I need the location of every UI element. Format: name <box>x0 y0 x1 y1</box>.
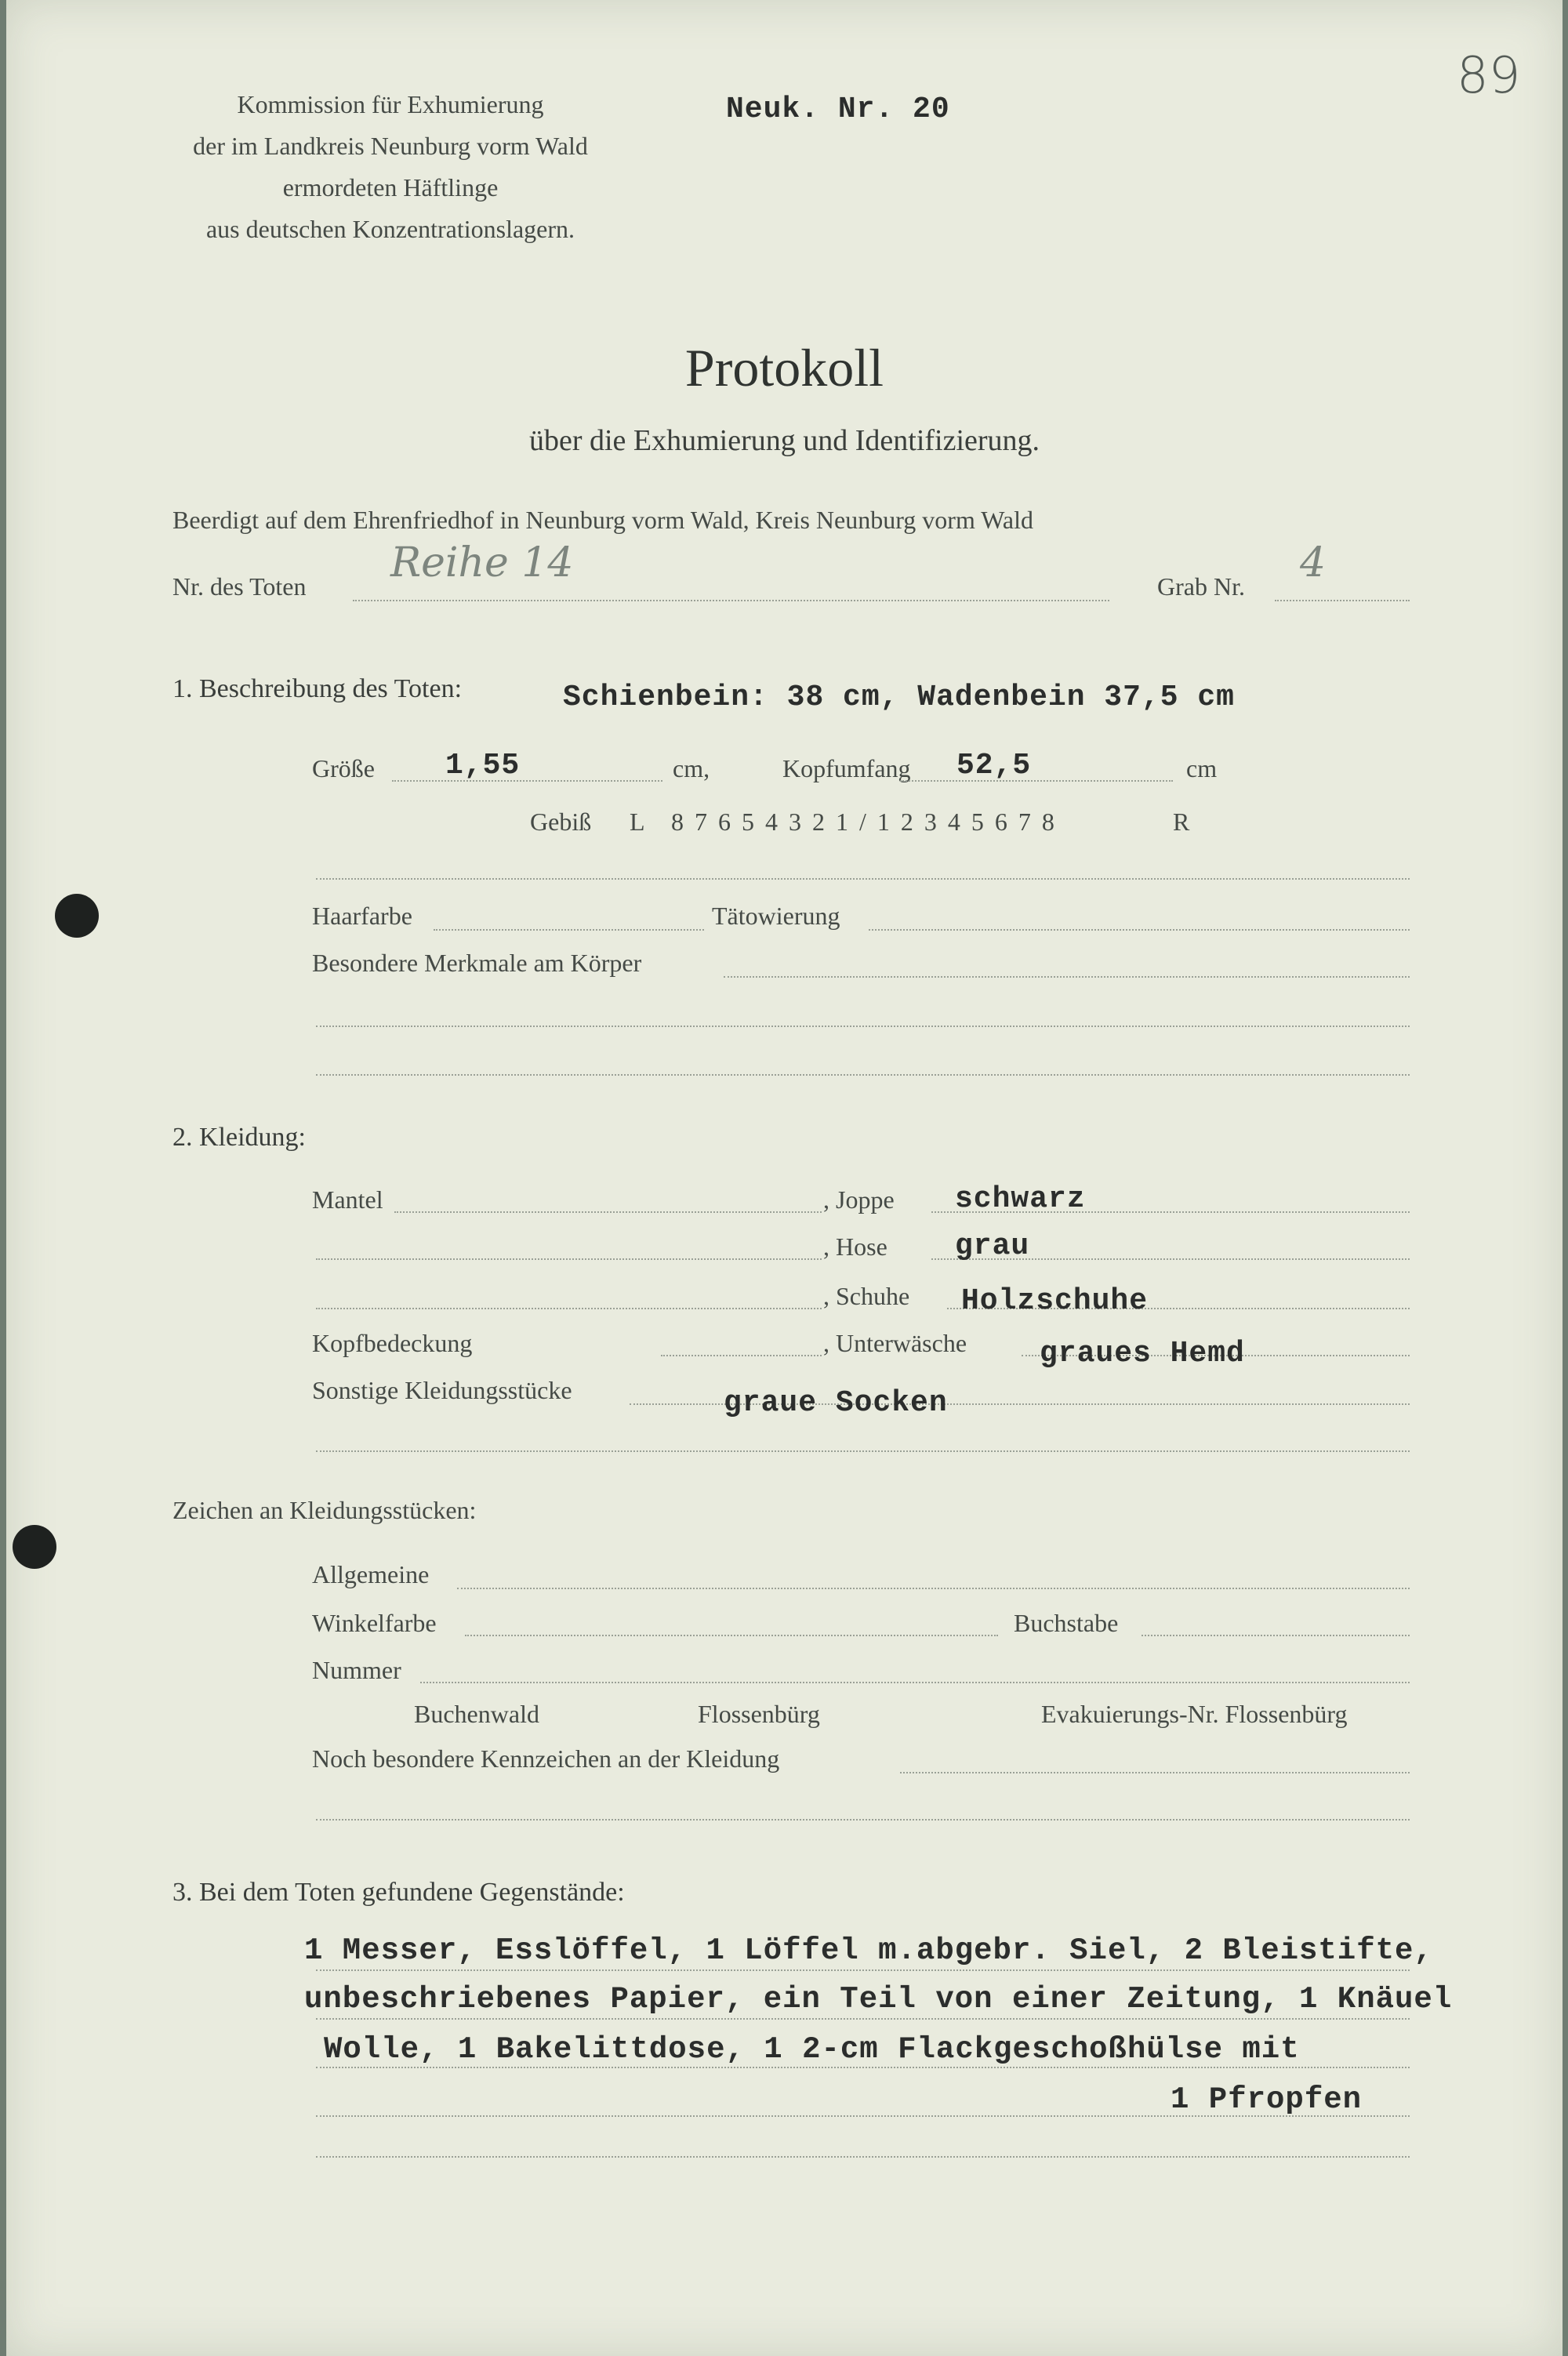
items-line-2: unbeschriebenes Papier, ein Teil von einer Zeitung, 1 Knäuel <box>304 1982 1453 2017</box>
items-line-4: 1 Pfropfen <box>1171 2082 1363 2117</box>
blank-dotted-line <box>316 1450 1410 1452</box>
mantel-dotted-line <box>394 1211 822 1213</box>
nummer-dotted-line <box>420 1682 1410 1683</box>
items-dotted-line <box>316 2067 1410 2068</box>
grab-handwritten-value: 4 <box>1300 539 1327 586</box>
blank-dotted-line <box>316 2156 1410 2158</box>
winkelfarbe-dotted-line <box>465 1635 998 1636</box>
items-line-1: 1 Messer, Esslöffel, 1 Löffel m.abgebr. Siel, 2 Bleistifte, <box>304 1933 1433 1968</box>
groesse-dotted-line <box>392 780 662 782</box>
reference-number: Neuk. Nr. 20 <box>726 93 950 126</box>
evakuierung-label: Evakuierungs-Nr. Flossenbürg <box>1041 1700 1348 1728</box>
winkelfarbe-label: Winkelfarbe <box>312 1609 437 1637</box>
haarfarbe-label: Haarfarbe <box>312 902 412 930</box>
kopfbedeckung-label: Kopfbedeckung <box>312 1329 473 1357</box>
joppe-label: , Joppe <box>823 1185 895 1214</box>
punch-hole <box>55 894 99 938</box>
commission-line-4: aus deutschen Konzentrationslagern. <box>205 215 575 243</box>
page-title: Protokoll <box>684 338 884 398</box>
buchstabe-label: Buchstabe <box>1014 1609 1119 1637</box>
cm-label-1: cm, <box>673 754 710 782</box>
items-line-3: Wolle, 1 Bakelittdose, 1 2-cm Flackgeschoßhülse mit <box>324 2032 1300 2067</box>
hose-label: , Hose <box>823 1232 887 1261</box>
page-subtitle: über die Exhumierung und Identifizierung. <box>528 424 1040 457</box>
commission-line-3: ermordeten Häftlinge <box>282 173 499 201</box>
unterwaesche-value: graues Hemd <box>1040 1337 1245 1370</box>
nr-handwritten-value: Reihe 14 <box>390 539 574 586</box>
merkmale-dotted-line <box>724 976 1410 978</box>
mantel-label: Mantel <box>312 1185 383 1214</box>
buchstabe-dotted-line <box>1142 1635 1410 1636</box>
schuhe-label: , Schuhe <box>823 1282 910 1310</box>
noch-label: Noch besondere Kennzeichen an der Kleidung <box>312 1744 780 1773</box>
nr-label: Nr. des Toten <box>172 572 307 601</box>
allgemeine-label: Allgemeine <box>312 1560 430 1588</box>
blank-dotted-line <box>316 1308 822 1309</box>
blank-dotted-line <box>316 1819 1410 1821</box>
kopfumfang-value: 52,5 <box>956 749 1032 782</box>
commission-line-2: der im Landkreis Neunburg vorm Wald <box>193 132 588 160</box>
taetowierung-label: Tätowierung <box>712 902 840 930</box>
haarfarbe-dotted-line <box>434 929 704 931</box>
gebiss-label: Gebiß <box>530 808 592 836</box>
noch-dotted-line <box>900 1772 1410 1773</box>
nr-dotted-line <box>353 600 1109 601</box>
groesse-label: Größe <box>312 754 375 782</box>
blank-dotted-line <box>316 1074 1410 1076</box>
gebiss-right: R <box>1173 808 1190 836</box>
kopfumfang-dotted-line <box>900 780 1173 782</box>
flossenbuerg-label: Flossenbürg <box>698 1700 820 1728</box>
burial-line: Beerdigt auf dem Ehrenfriedhof in Neunburg vorm Wald, Kreis Neunburg vorm Wald <box>172 506 1033 534</box>
cm-label-2: cm <box>1186 754 1218 782</box>
nummer-label: Nummer <box>312 1656 401 1684</box>
gebiss-left: L <box>630 808 645 836</box>
section3-heading: 3. Bei dem Toten gefundene Gegenstände: <box>172 1878 625 1907</box>
sonstige-label: Sonstige Kleidungsstücke <box>312 1376 572 1404</box>
merkmale-label: Besondere Merkmale am Körper <box>312 949 642 977</box>
groesse-value: 1,55 <box>445 749 521 782</box>
items-dotted-line <box>316 1969 1410 1971</box>
section1-heading: 1. Beschreibung des Toten: <box>172 674 463 703</box>
blank-dotted-line <box>316 1026 1410 1027</box>
section1-description: Schienbein: 38 cm, Wadenbein 37,5 cm <box>563 681 1235 714</box>
unterwaesche-label: , Unterwäsche <box>823 1329 967 1357</box>
blank-dotted-line <box>316 878 1410 880</box>
section2-heading: 2. Kleidung: <box>172 1123 306 1152</box>
page-number: 89 <box>1457 47 1521 105</box>
commission-line-1: Kommission für Exhumierung <box>237 90 544 118</box>
punch-hole <box>13 1525 56 1569</box>
allgemeine-dotted-line <box>457 1588 1410 1589</box>
buchenwald-label: Buchenwald <box>414 1700 539 1728</box>
document-page <box>6 0 1563 2356</box>
hose-value: grau <box>955 1229 1030 1263</box>
taetowierung-dotted-line <box>869 929 1410 931</box>
items-dotted-line <box>316 2115 1410 2117</box>
kopfumfang-label: Kopfumfang <box>782 754 911 782</box>
joppe-value: schwarz <box>955 1182 1086 1216</box>
grab-dotted-line <box>1275 600 1410 601</box>
kopfbedeckung-dotted-line <box>661 1355 822 1356</box>
blank-dotted-line <box>316 1258 822 1260</box>
items-dotted-line <box>316 2018 1410 2020</box>
sonstige-value: graue Socken <box>724 1386 948 1420</box>
schuhe-value: Holzschuhe <box>961 1284 1149 1318</box>
gebiss-digits: 8 7 6 5 4 3 2 1 / 1 2 3 4 5 6 7 8 <box>671 808 1057 836</box>
grab-label: Grab Nr. <box>1157 572 1245 601</box>
zeichen-heading: Zeichen an Kleidungsstücken: <box>172 1496 477 1524</box>
